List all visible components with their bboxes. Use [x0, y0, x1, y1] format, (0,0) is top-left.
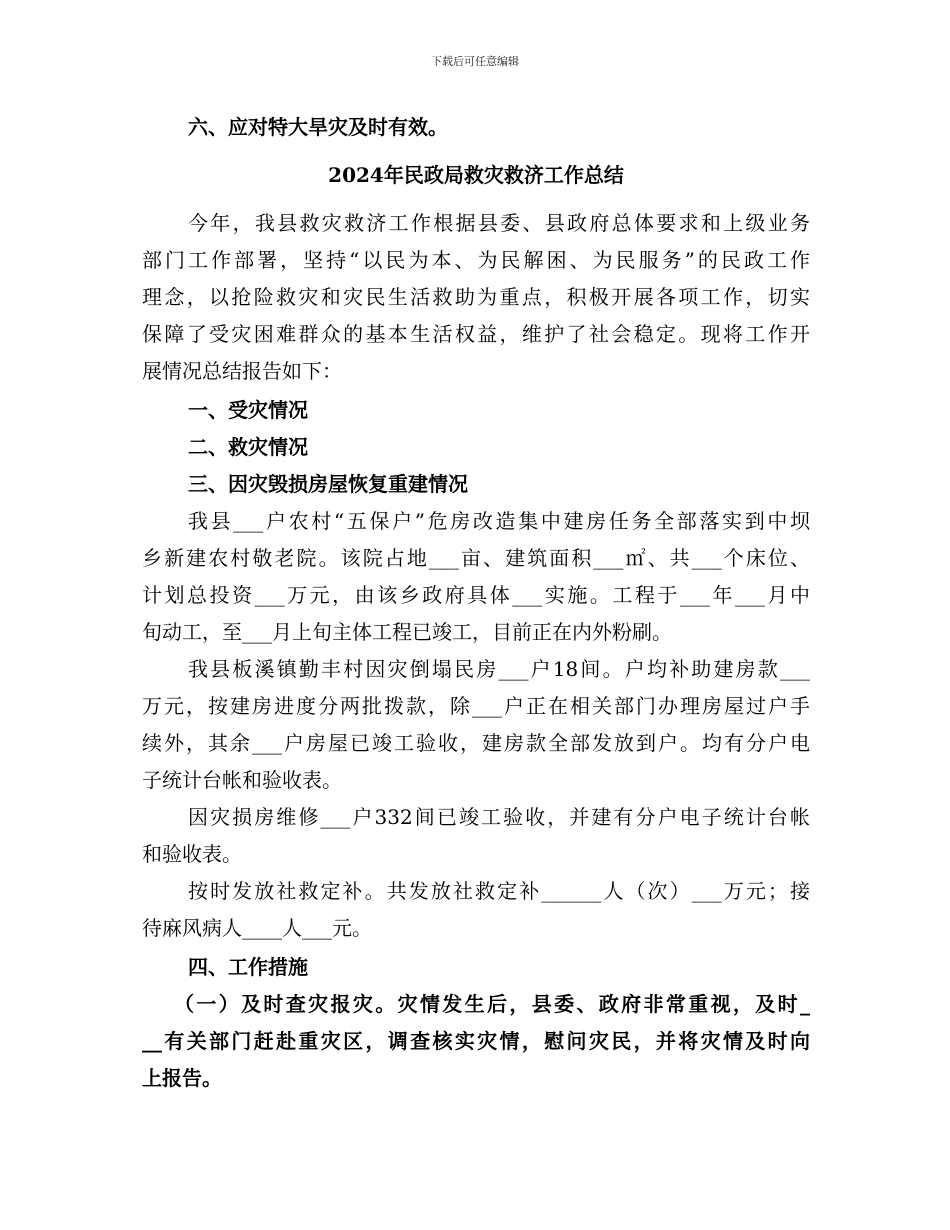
heading-measures: 四、工作措施: [188, 955, 308, 979]
heading-rebuild: 三、因灾毁损房屋恢复重建情况: [188, 472, 468, 496]
rebuild-para-line: 乡新建农村敬老院。该院占地___亩、建筑面积___㎡、共___个床位、: [142, 546, 810, 570]
rebuild-para-line: 计划总投资___万元，由该乡政府具体___实施。工程于___年___月中: [142, 583, 810, 607]
intro-line: 保障了受灾困难群众的基本生活权益，维护了社会稳定。现将工作开: [142, 322, 810, 346]
intro-line: 理念，以抢险救灾和灾民生活救助为重点，积极开展各项工作，切实: [142, 285, 810, 309]
intro-line: 展情况总结报告如下：: [142, 359, 342, 383]
intro-line: 今年，我县救灾救济工作根据县委、县政府总体要求和上级业务: [188, 211, 810, 235]
rebuild-para-line: 我县___户农村“五保户”危房改造集中建房任务全部落实到中坝: [188, 509, 810, 533]
heading-affected: 一、受灾情况: [188, 398, 308, 422]
collapsed-houses-line: 续外，其余___户房屋已竣工验收，建房款全部发放到户。均有分户电: [142, 731, 810, 755]
subsidy-line: 按时发放社救定补。共发放社救定补______人（次）___万元；接: [188, 879, 810, 903]
subsidy-line: 待麻风病人____人___元。: [142, 916, 372, 940]
collapsed-houses-line: 我县板溪镇勤丰村因灾倒塌民房___户18间。户均补助建房款___: [188, 657, 810, 681]
collapsed-houses-line: 万元，按建房进度分两批拨款，除___户正在相关部门办理房屋过户手: [142, 694, 810, 718]
measures-line: 上报告。: [142, 1066, 222, 1090]
repair-line: 因灾损房维修___户332间已竣工验收，并建有分户电子统计台帐: [188, 805, 810, 829]
intro-line: 部门工作部署，坚持“以民为本、为民解困、为民服务”的民政工作: [142, 248, 810, 272]
rebuild-para-line: 旬动工，至___月上旬主体工程已竣工，目前正在内外粉刷。: [142, 620, 672, 644]
collapsed-houses-line: 子统计台帐和验收表。: [142, 768, 342, 792]
repair-line: 和验收表。: [142, 842, 242, 866]
document-title: 2024年民政局救灾救济工作总结: [328, 163, 624, 187]
heading-relief: 二、救灾情况: [188, 435, 308, 459]
page-header-note: 下载后可任意编辑: [431, 55, 519, 68]
measures-line: __有关部门赶赴重灾区，调查核实灾情，慰问灾民，并将灾情及时向: [142, 1029, 810, 1053]
measures-line: （一）及时查灾报灾。灾情发生后，县委、政府非常重视，及时_: [174, 992, 810, 1016]
section-six-heading: 六、应对特大旱灾及时有效。: [188, 115, 448, 139]
